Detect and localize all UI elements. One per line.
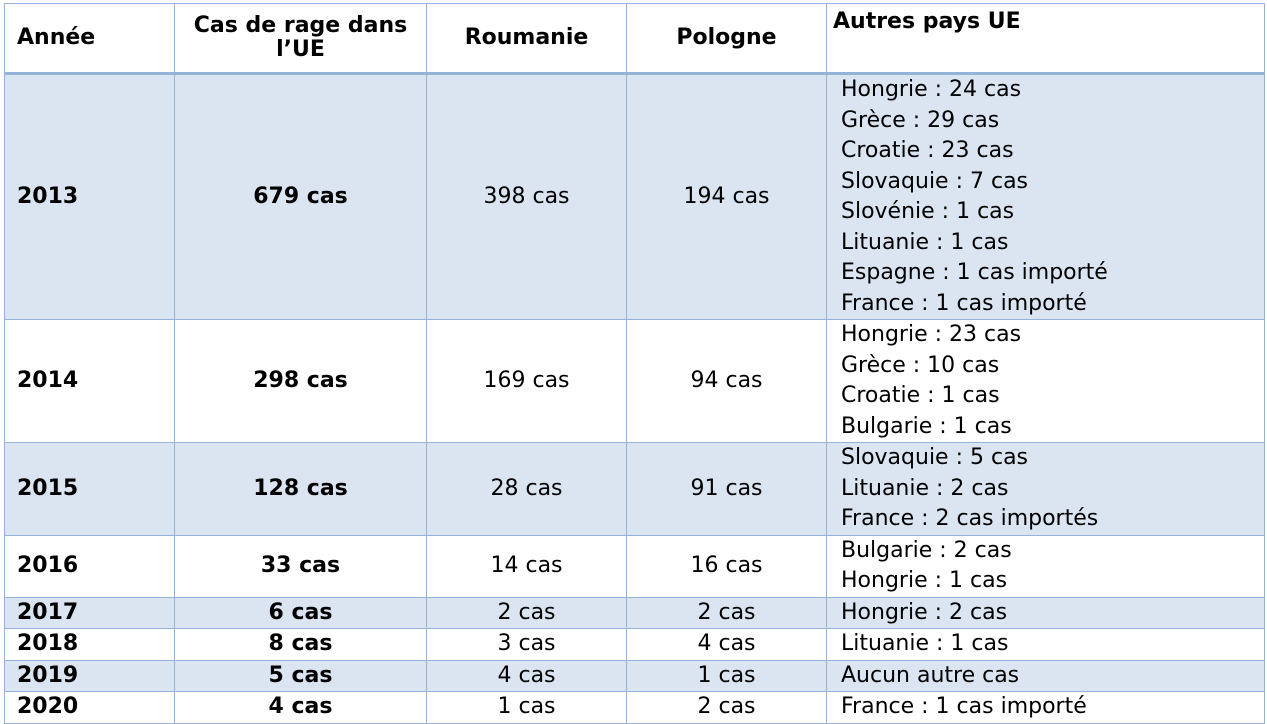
other-country-entry: Hongrie : 1 cas bbox=[841, 568, 1008, 593]
other-country-entry: Slovaquie : 7 cas bbox=[841, 168, 1029, 194]
cell-poland: 91 cas bbox=[627, 443, 827, 536]
cell-year: 2018 bbox=[5, 629, 175, 661]
other-country-entry: Grèce : 29 cas bbox=[841, 107, 1000, 133]
cell-other-countries bbox=[827, 320, 1265, 443]
cell-total: 33 cas bbox=[175, 535, 427, 597]
cell-poland: 4 cas bbox=[627, 629, 827, 661]
other-country-entry: Grèce : 10 cas bbox=[841, 352, 1000, 378]
cell-year: 2013 bbox=[5, 74, 175, 320]
cell-romania: 3 cas bbox=[427, 629, 627, 661]
cell-total: 6 cas bbox=[175, 597, 427, 629]
other-country-entry: Lituanie : 1 cas bbox=[841, 631, 1009, 656]
other-country-entry: Slovénie : 1 cas bbox=[841, 199, 1015, 224]
table-row bbox=[5, 74, 1265, 320]
table-row bbox=[5, 692, 1265, 724]
other-country-entry: Bulgarie : 2 cas bbox=[841, 537, 1012, 563]
table-row bbox=[5, 629, 1265, 661]
other-country-entry: Espagne : 1 cas importé bbox=[841, 260, 1108, 285]
cell-year: 2020 bbox=[5, 692, 175, 724]
cell-other-countries bbox=[827, 629, 1265, 661]
table-row bbox=[5, 660, 1265, 692]
cell-total: 128 cas bbox=[175, 443, 427, 536]
table-body bbox=[5, 74, 1265, 724]
cell-other-countries bbox=[827, 692, 1265, 724]
other-country-entry: Bulgarie : 1 cas bbox=[841, 413, 1012, 439]
cell-poland: 2 cas bbox=[627, 692, 827, 724]
cell-romania: 14 cas bbox=[427, 535, 627, 597]
cell-year: 2016 bbox=[5, 535, 175, 597]
cell-poland: 194 cas bbox=[627, 74, 827, 320]
cell-total: 8 cas bbox=[175, 629, 427, 661]
header-romania: Roumanie bbox=[427, 4, 627, 74]
cell-other-countries bbox=[827, 660, 1265, 692]
header-poland: Pologne bbox=[627, 4, 827, 74]
other-country-entry: Slovaquie : 5 cas bbox=[841, 445, 1029, 470]
header-total: Cas de rage dans l’UE bbox=[175, 4, 427, 74]
other-country-entry: Lituanie : 2 cas bbox=[841, 475, 1009, 501]
cell-romania: 1 cas bbox=[427, 692, 627, 724]
other-country-entry: Croatie : 1 cas bbox=[841, 383, 1000, 408]
header-row bbox=[5, 4, 1265, 74]
cell-total: 4 cas bbox=[175, 692, 427, 724]
other-country-entry: Hongrie : 24 cas bbox=[841, 77, 1022, 102]
cell-poland: 1 cas bbox=[627, 660, 827, 692]
cell-total: 298 cas bbox=[175, 320, 427, 443]
cell-total: 5 cas bbox=[175, 660, 427, 692]
cell-other-countries bbox=[827, 443, 1265, 536]
other-country-entry: Aucun autre cas bbox=[841, 662, 1020, 688]
cell-total: 679 cas bbox=[175, 74, 427, 320]
cell-other-countries bbox=[827, 535, 1265, 597]
table-row bbox=[5, 443, 1265, 536]
cell-other-countries bbox=[827, 597, 1265, 629]
table-row bbox=[5, 597, 1265, 629]
cell-year: 2014 bbox=[5, 320, 175, 443]
cell-poland: 16 cas bbox=[627, 535, 827, 597]
other-country-entry: France : 1 cas importé bbox=[841, 694, 1087, 719]
cell-romania: 4 cas bbox=[427, 660, 627, 692]
cell-year: 2019 bbox=[5, 660, 175, 692]
other-country-entry: France : 1 cas importé bbox=[841, 290, 1087, 316]
cell-romania: 169 cas bbox=[427, 320, 627, 443]
cell-poland: 2 cas bbox=[627, 597, 827, 629]
cell-romania: 398 cas bbox=[427, 74, 627, 320]
cell-other-countries bbox=[827, 74, 1265, 320]
table-row bbox=[5, 320, 1265, 443]
other-country-entry: Croatie : 23 cas bbox=[841, 138, 1014, 163]
cell-poland: 94 cas bbox=[627, 320, 827, 443]
cell-year: 2015 bbox=[5, 443, 175, 536]
table-row bbox=[5, 535, 1265, 597]
other-country-entry: Hongrie : 23 cas bbox=[841, 322, 1022, 347]
cell-year: 2017 bbox=[5, 597, 175, 629]
cell-romania: 2 cas bbox=[427, 597, 627, 629]
header-other-countries: Autres pays UE bbox=[827, 4, 1265, 74]
header-year: Année bbox=[5, 4, 175, 74]
cell-romania: 28 cas bbox=[427, 443, 627, 536]
other-country-entry: Lituanie : 1 cas bbox=[841, 229, 1009, 255]
other-country-entry: France : 2 cas importés bbox=[841, 506, 1099, 531]
other-country-entry: Hongrie : 2 cas bbox=[841, 599, 1008, 625]
rabies-cases-table bbox=[4, 3, 1265, 724]
